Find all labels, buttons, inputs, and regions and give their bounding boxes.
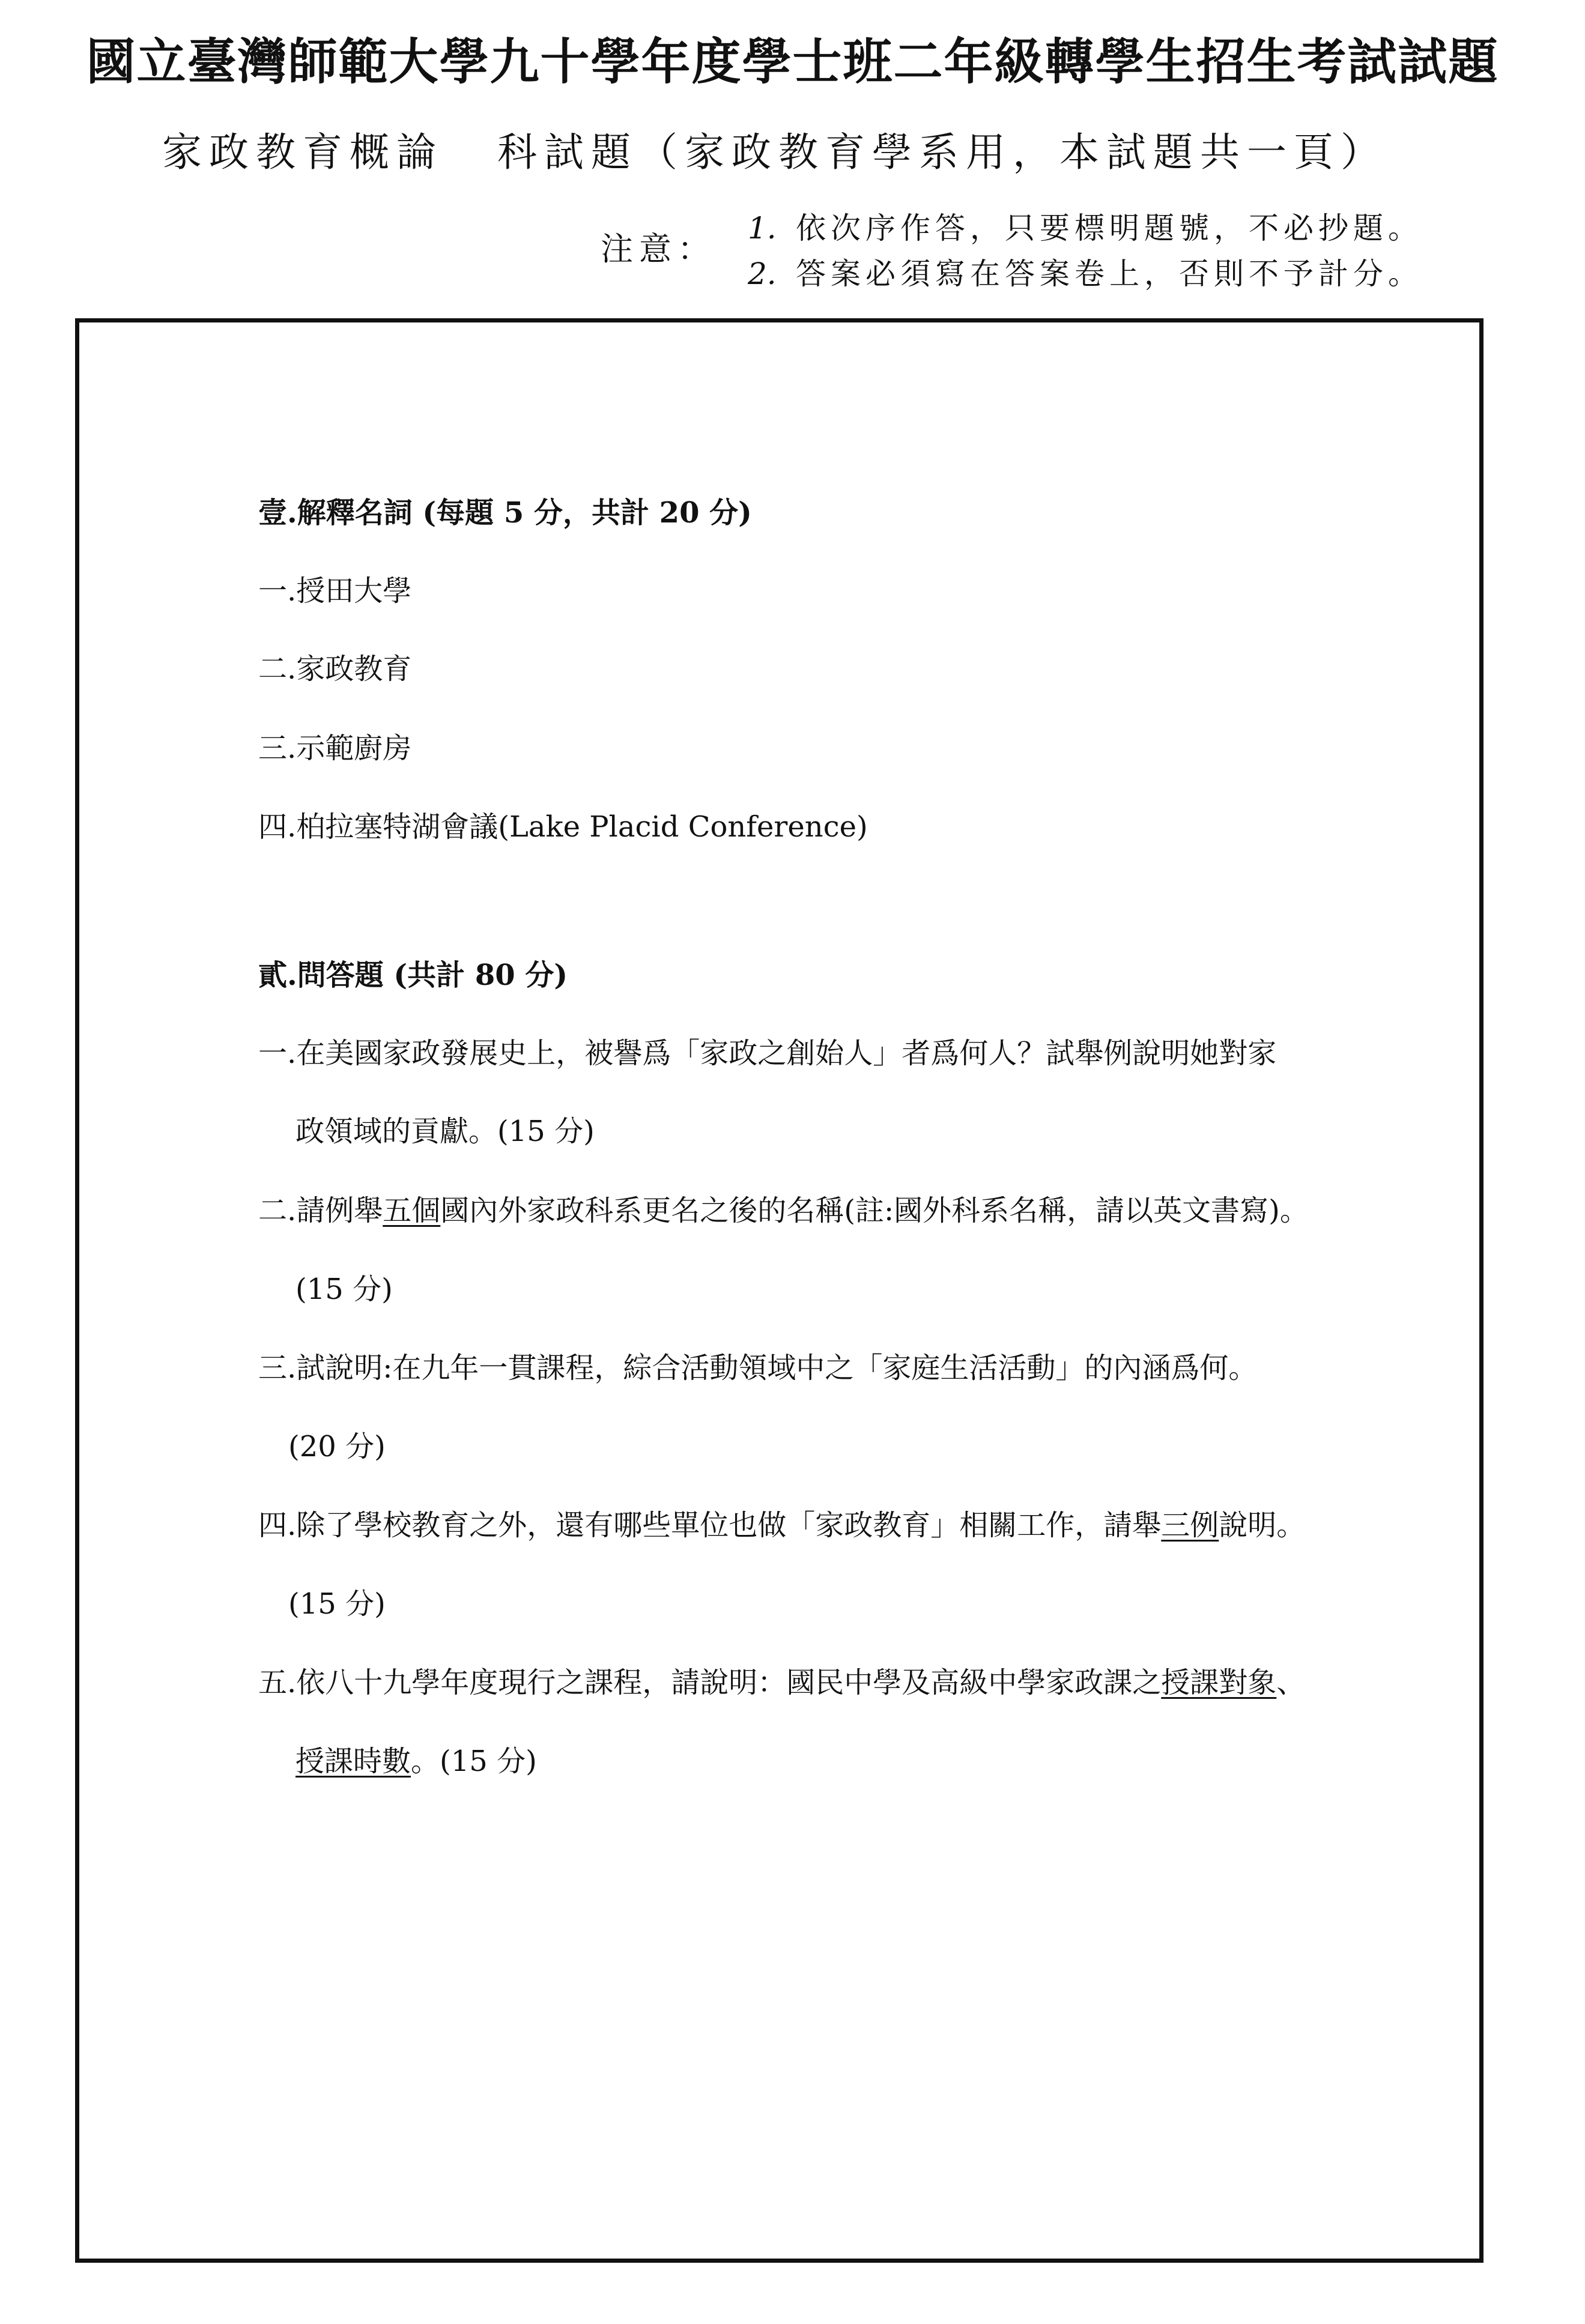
notes-list bbox=[748, 205, 1423, 297]
note-text: 依次序作答，只要標明題號，不必抄題。 bbox=[796, 211, 1423, 246]
note-text: 答案必須寫在答案卷上，否則不予計分。 bbox=[796, 256, 1423, 291]
question-5-line-1 bbox=[258, 1659, 1305, 1701]
subject-name: 家政教育概論 bbox=[162, 129, 443, 175]
question-3-line-2: (20 分) bbox=[288, 1430, 386, 1463]
question-4-suffix: 說明。 bbox=[1219, 1508, 1306, 1542]
question-5-prefix: 五.依八十九學年度現行之課程，請說明：國民中學及高級中學家政課之 bbox=[258, 1666, 1162, 1699]
question-frame bbox=[75, 318, 1483, 2263]
note-number: 1. bbox=[748, 211, 777, 246]
exam-subtitle bbox=[162, 120, 1387, 177]
question-5-line-2 bbox=[295, 1738, 537, 1779]
subject-suffix: 科試題（家政教育學系用，本試題共一頁） bbox=[497, 129, 1387, 175]
question-4-line-2: (15 分) bbox=[288, 1587, 386, 1621]
definition-item: 一.授田大學 bbox=[258, 574, 412, 608]
question-2-line-1 bbox=[258, 1187, 1309, 1229]
question-1-line-2: 政領域的貢獻。(15 分) bbox=[295, 1115, 595, 1148]
definition-item: 二.家政教育 bbox=[258, 652, 412, 686]
question-5-suffix: 、 bbox=[1276, 1666, 1306, 1699]
question-4-line-1 bbox=[258, 1502, 1305, 1543]
question-5-emphasis: 授課對象 bbox=[1161, 1666, 1277, 1699]
section-heading-definitions: 壹.解釋名詞 (每題 5 分，共計 20 分) bbox=[258, 496, 752, 530]
question-1-line-1: 一.在美國家政發展史上，被譽爲「家政之創始人」者爲何人？試舉例說明她對家 bbox=[258, 1036, 1277, 1070]
question-2-line-2: (15 分) bbox=[295, 1272, 393, 1306]
definition-item: 四.柏拉塞特湖會議(Lake Placid Conference) bbox=[258, 810, 868, 844]
notes-label: 注意： bbox=[601, 230, 716, 268]
section-heading-essay: 貳.問答題 (共計 80 分) bbox=[258, 958, 568, 992]
question-2-suffix: 國內外家政科系更名之後的名稱(註:國外科系名稱，請以英文書寫)。 bbox=[440, 1194, 1309, 1227]
note-item bbox=[748, 205, 1423, 251]
question-2-prefix: 二.請例舉 bbox=[258, 1194, 383, 1227]
question-4-prefix: 四.除了學校教育之外，還有哪些單位也做「家政教育」相關工作，請舉 bbox=[258, 1508, 1162, 1542]
note-number: 2. bbox=[748, 256, 777, 291]
question-3-line-1: 三.試說明:在九年一貫課程，綜合活動領域中之「家庭生活活動」的內涵爲何。 bbox=[258, 1351, 1258, 1385]
definition-item: 三.示範廚房 bbox=[258, 731, 412, 765]
exam-title: 國立臺灣師範大學九十學年度學士班二年級轉學生招生考試試題 bbox=[86, 33, 1499, 91]
question-5-emphasis-2: 授課時數 bbox=[295, 1745, 411, 1778]
question-2-emphasis: 五個 bbox=[383, 1194, 441, 1227]
note-item bbox=[748, 251, 1423, 297]
question-5-suffix-2: 。(15 分) bbox=[411, 1745, 537, 1778]
question-4-emphasis: 三例 bbox=[1161, 1508, 1219, 1542]
